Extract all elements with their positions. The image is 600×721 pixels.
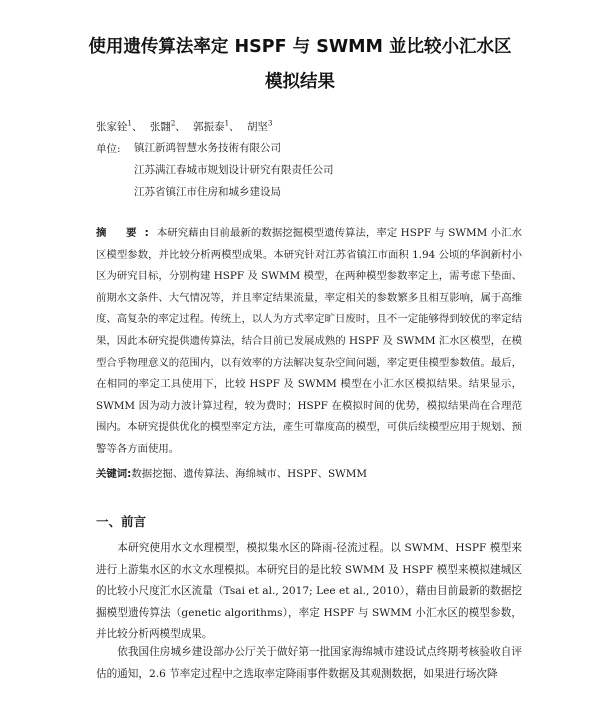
affiliation-1: 镇江新鸿智慧水务技術有限公司	[134, 142, 281, 154]
body-paragraph-1: 本研究使用水文水理模型，模拟集水区的降雨-径流过程。以 SWMM、HSPF 模型来进行上游集水区的水文水理模拟。本研究目的是比较 SWMM 及 HSPF 模型来模拟建城区的比较小尺度汇水区流量（Tsai et al., 2017; Lee et al., 2010），藉由目前最新的数据挖掘模型遗传算法（genetic algorithms），率定 HSPF 与 SWMM 小汇水区的模型参数，并比较分析两模型成果。	[96, 542, 522, 640]
keywords-text: 数据挖掘、遗传算法、海绵城市、HSPF、SWMM	[131, 468, 368, 480]
paper-title-line-2: 模拟结果	[265, 72, 335, 92]
abstract-text: 本研究藉由目前最新的数据挖掘模型遗传算法，率定 HSPF 与 SWMM 小汇水区模型参数，并比较分析两模型成果。本研究针对江苏省镇江市面积 1.94 公顷的华润新村小区为研究目标，分别构建 HSPF 及 SWMM 模型，在两种模型参数率定上，需考虑下垫面、前期水文条件、大气情况等，并且率定结果流量，率定相关的参数繁多且相互影响，属于高维度、高复杂的率定过程。传统上，以人为方式率定旷日废时，且不一定能够得到较优的率定结果，因此本研究提供遗传算法，结合目前已发展成熟的 HSPF 及 SWMM 汇水区模型，在模型合乎物理意义的范围内，以有效率的方法解决复杂空间问题，率定更佳模型参数值。最后，在相同的率定工具使用下，比较 HSPF 及 SWMM 模型在小汇水区模拟结果。结果显示，SWMM 因为动力波计算过程，较为费时；HSPF 在模拟时间的优势，模拟结果尚在合理范围内。本研究提供优化的模型率定方法，產生可靠度高的模型，可供后续模型应用于规划、预警等各方面使用。	[96, 227, 523, 455]
section-heading: 一、前言	[96, 514, 147, 529]
keywords-label: 关键词:	[96, 468, 132, 480]
abstract-label: 摘 要:	[96, 227, 157, 239]
author-list: 张家铨$^1$、 张翾$^2$、 郭振泰$^1$、 胡坚$^3$	[96, 119, 273, 133]
affiliation-label: 单位:	[96, 143, 121, 155]
paper-title-line-1: 使用遗传算法率定 HSPF 与 SWMM 並比较小汇水区	[88, 37, 512, 57]
author-affiliation-mark: 1	[127, 119, 132, 128]
abstract	[96, 223, 522, 461]
affiliation-2: 江苏满江春城市规划设计研究有限责任公司	[134, 164, 334, 176]
body-paragraph-2: 依我国住房城乡建设部办公厅关于做好第一批国家海绵城市建设试点终期考核验收自评估的通知，2.6 节率定过程中之选取率定降雨事件数据及其观测数据，如果进行场次降	[96, 646, 522, 680]
affiliation-3: 江苏省镇江市住房和城乡建设局	[134, 186, 281, 198]
author-name: 张家铨	[96, 121, 128, 133]
author-affiliation-mark: 2	[170, 119, 176, 128]
author-affiliation-mark: 3	[267, 119, 273, 128]
keywords	[96, 467, 367, 481]
author-name: 郭振泰	[193, 121, 225, 133]
author-name: 胡坚	[246, 121, 268, 133]
author-affiliation-mark: 1	[224, 119, 230, 128]
author-name: 张翾	[149, 121, 171, 133]
